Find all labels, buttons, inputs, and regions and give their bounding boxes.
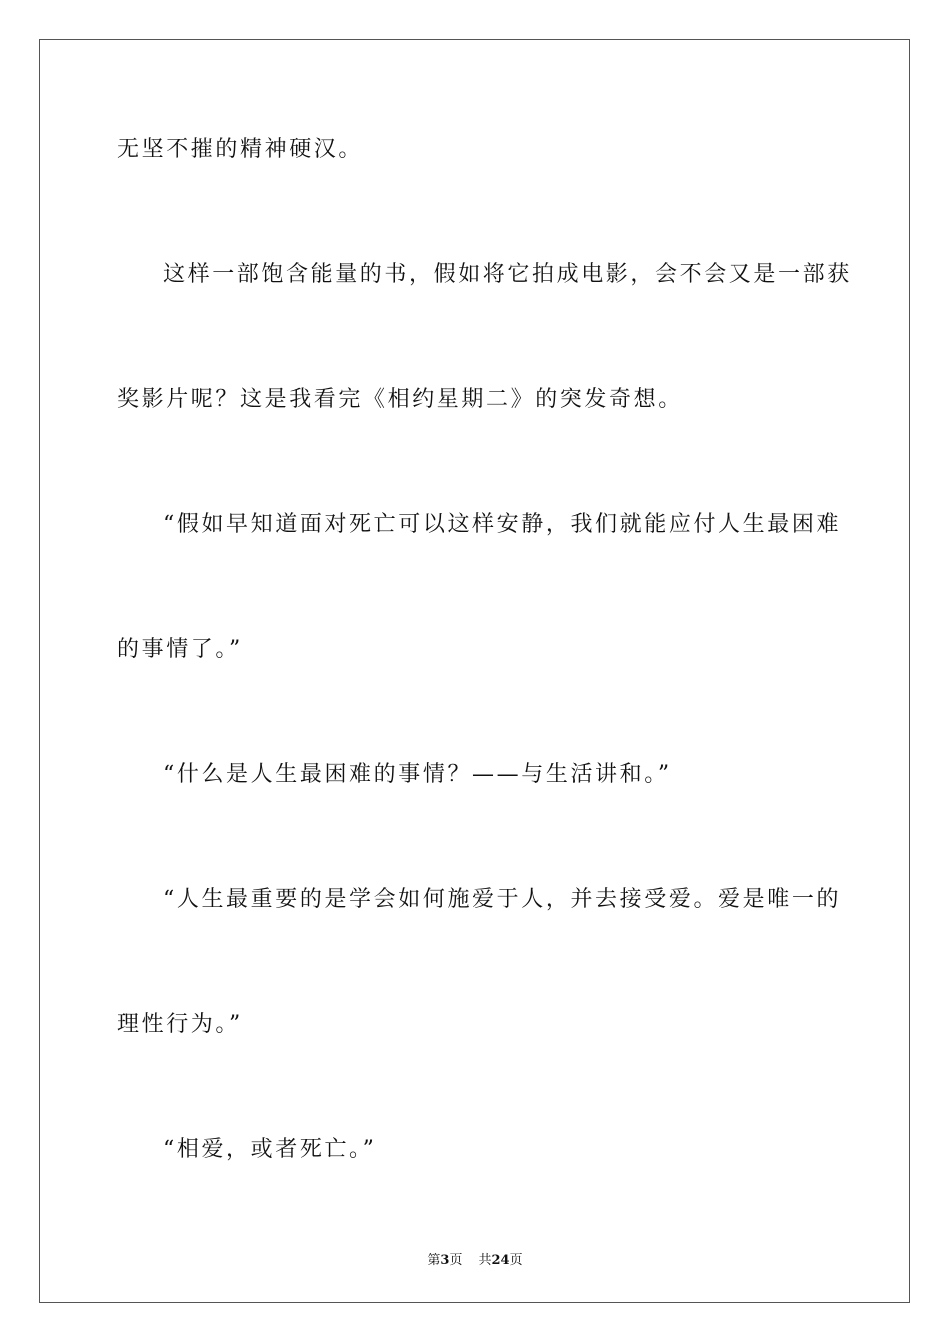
text-line-2: 这样一部饱含能量的书，假如将它拍成电影，会不会又是一部获 bbox=[163, 262, 852, 287]
text-line-1: 无坚不摧的精神硬汉。 bbox=[117, 137, 364, 162]
total-pages: 24 bbox=[491, 1253, 510, 1268]
page-number: 3 bbox=[440, 1253, 450, 1268]
text-line-7: “人生最重要的是学会如何施爱于人，并去接受爱。爱是唯一的 bbox=[163, 887, 842, 912]
text-line-4: “假如早知道面对死亡可以这样安静，我们就能应付人生最困难 bbox=[163, 512, 842, 537]
page-suffix: 页 bbox=[449, 1253, 463, 1268]
text-line-3: 奖影片呢？这是我看完《相约星期二》的突发奇想。 bbox=[117, 387, 683, 412]
total-prefix: 共 bbox=[478, 1253, 492, 1268]
text-line-5: 的事情了。” bbox=[117, 637, 243, 662]
total-suffix: 页 bbox=[509, 1253, 523, 1268]
text-line-6: “什么是人生最困难的事情？——与生活讲和。” bbox=[163, 762, 672, 787]
page-border bbox=[39, 39, 910, 1303]
page-prefix: 第 bbox=[427, 1253, 441, 1268]
text-line-9: “相爱，或者死亡。” bbox=[163, 1137, 377, 1162]
text-line-8: 理性行为。” bbox=[117, 1012, 243, 1037]
page-footer bbox=[0, 1249, 950, 1268]
